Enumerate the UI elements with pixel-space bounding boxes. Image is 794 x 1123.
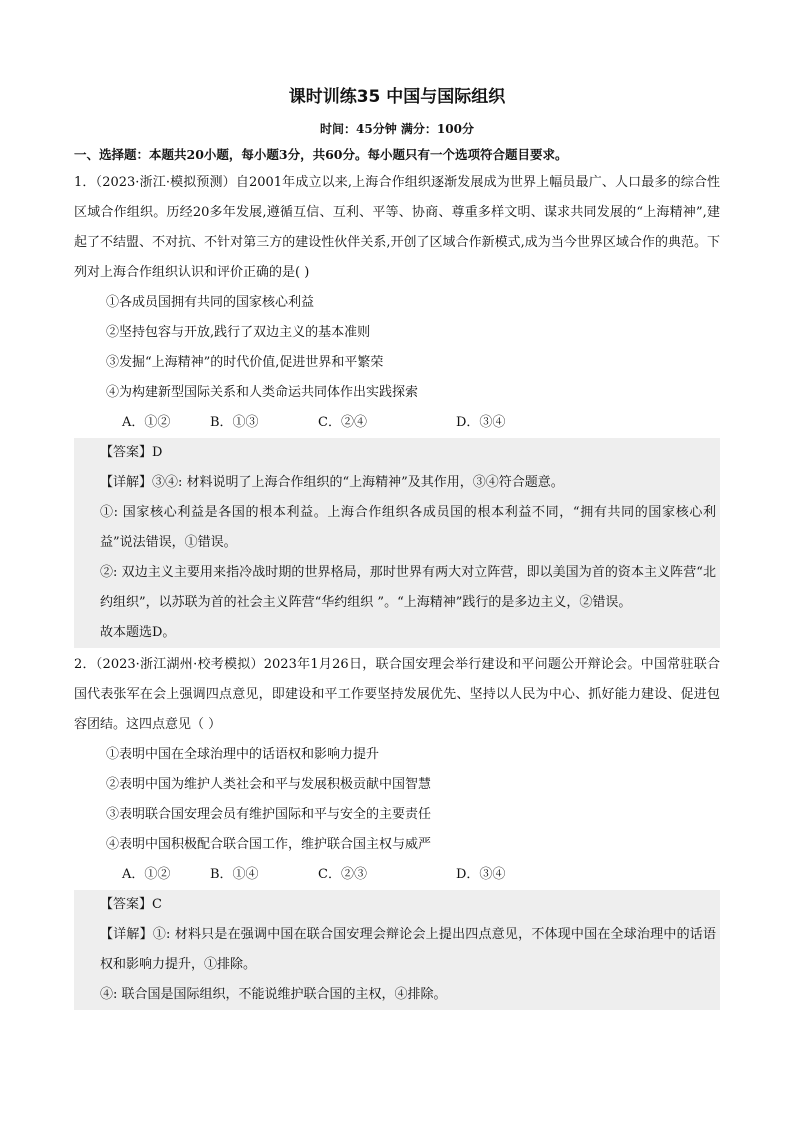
question-1-option-4: ④为构建新型国际关系和人类命运共同体作出实践探索 <box>106 385 419 400</box>
question-2-choice-a: A．①② <box>122 867 171 882</box>
question-1-analysis-3: ②: 双边主义主要用来指冷战时期的世界格局，那时世界有两大对立阵营，即以美国为首的资本主义阵营“北约组织”，以苏联为首的社会主义阵营“华约组织 ”。“上海精神”践行的是多边主义，②错误。 <box>100 565 716 610</box>
question-1 <box>74 168 720 648</box>
question-1-option-3: ③发掘“上海精神”的时代价值,促进世界和平繁荣 <box>106 355 384 370</box>
question-1-analysis-1: 【详解】③④: 材料说明了上海合作组织的“上海精神”及其作用，③④符合题意。 <box>100 475 564 490</box>
question-1-analysis-2: ①: 国家核心利益是各国的根本利益。上海合作组织各成员国的根本利益不同，“拥有共同的国家核心利益”说法错误，①错误。 <box>100 505 716 550</box>
question-1-answer-block <box>74 438 720 648</box>
question-2-choice-d: D．③④ <box>456 867 506 882</box>
question-2-choices <box>74 860 720 890</box>
question-1-choices <box>74 408 720 438</box>
question-1-choice-c: C．②④ <box>318 415 367 430</box>
question-2-answer: 【答案】C <box>100 897 162 912</box>
question-2 <box>74 650 720 1010</box>
question-1-stem: 1．（2023·浙江·模拟预测）自2001年成立以来,上海合作组织逐渐发展成为世界上幅员最广、人口最多的综合性区域合作组织。历经20多年发展,遵循互信、互利、平等、协商、尊重多样文明、谋求共同发展的“上海精神”,建起了不结盟、不对抗、不针对第三方的建设性伙伴关系,开创了区域合作新模式,成为当今世界区域合作的典范。下列对上海合作组织认识和评价正确的是( ) <box>74 175 720 280</box>
page-subtitle: 时间：45分钟 满分：100分 <box>320 122 474 136</box>
question-1-answer: 【答案】D <box>100 445 163 460</box>
question-2-analysis-1: 【详解】①: 材料只是在强调中国在联合国安理会辩论会上提出四点意见，不体现中国在全球治理中的话语权和影响力提升，①排除。 <box>100 927 716 972</box>
question-2-option-3: ③表明联合国安理会员有维护国际和平与安全的主要责任 <box>106 807 432 822</box>
question-2-answer-block <box>74 890 720 1010</box>
question-2-analysis-2: ④: 联合国是国际组织，不能说维护联合国的主权，④排除。 <box>100 987 447 1002</box>
question-1-option-2: ②坚持包容与开放,践行了双边主义的基本准则 <box>106 325 371 340</box>
question-1-choice-b: B．①③ <box>210 415 259 430</box>
question-2-option-1: ①表明中国在全球治理中的话语权和影响力提升 <box>106 747 380 762</box>
question-2-choice-b: B．①④ <box>210 867 259 882</box>
question-1-choice-a: A．①② <box>122 415 171 430</box>
page-title: 课时训练35 中国与国际组织 <box>288 87 506 107</box>
question-2-stem: 2．（2023·浙江湖州·校考模拟）2023年1月26日，联合国安理会举行建设和平问题公开辩论会。中国常驻联合国代表张军在会上强调四点意见，即建设和平工作要坚持发展优先、坚持以人民为中心、抓好能力建设、促进包容团结。这四点意见（ ） <box>74 657 720 732</box>
question-2-option-4: ④表明中国积极配合联合国工作，维护联合国主权与威严 <box>106 837 432 852</box>
question-1-option-1: ①各成员国拥有共同的国家核心利益 <box>106 295 315 310</box>
question-1-choice-d: D．③④ <box>456 415 506 430</box>
question-1-analysis-4: 故本题选D。 <box>100 625 176 640</box>
question-2-option-2: ②表明中国为维护人类社会和平与发展积极贡献中国智慧 <box>106 777 432 792</box>
section-heading: 一、选择题：本题共20小题，每小题3分，共60分。每小题只有一个选项符合题目要求。 <box>74 147 568 162</box>
question-2-choice-c: C．②③ <box>318 867 367 882</box>
document-content <box>74 84 720 1010</box>
